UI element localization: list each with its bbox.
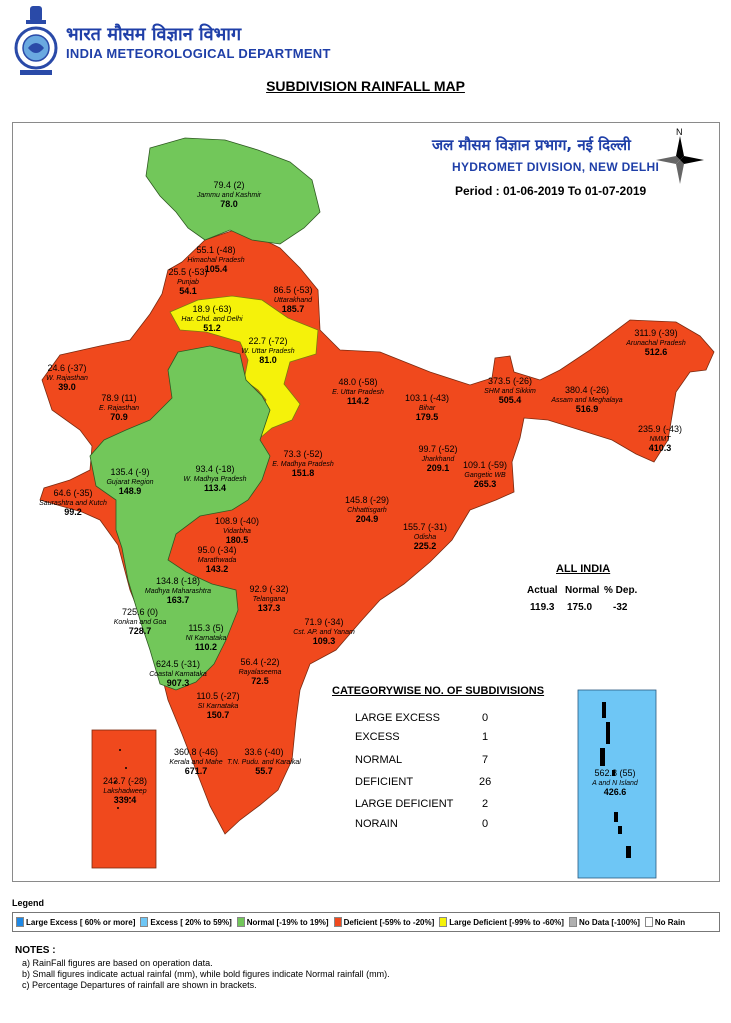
subdivision-name: Jammu and Kashmir	[196, 192, 262, 199]
subdivision-normal: 110.2	[194, 642, 218, 652]
legend-title: Legend	[12, 898, 45, 908]
subdivision-normal: 180.5	[225, 535, 249, 545]
subdivision-normal: 143.2	[205, 564, 229, 574]
subdivision-normal: 113.4	[203, 483, 227, 493]
subdivision-actual-departure: 95.0 (-34)	[197, 545, 237, 555]
subdivision-normal: 81.0	[259, 355, 277, 365]
category-row	[355, 798, 505, 812]
subdivision-actual-departure: 73.3 (-52)	[283, 449, 323, 459]
legend-label: Large Deficient [-99% to -60%]	[449, 917, 564, 927]
subdivision-actual-departure: 55.1 (-48)	[196, 245, 236, 255]
subdivision-normal: 151.8	[291, 468, 315, 478]
subdivision-name: Kerala and Mahe	[169, 759, 223, 766]
legend-swatch	[439, 917, 447, 927]
subdivision-normal: 671.7	[184, 766, 208, 776]
all-india-header-actual: Actual	[527, 585, 558, 596]
legend-swatch	[645, 917, 653, 927]
all-india-header-normal: Normal	[565, 585, 600, 596]
subdivision-actual-departure: 134.8 (-18)	[155, 576, 201, 586]
subdivision-normal: 204.9	[355, 514, 379, 524]
legend-label: No Data [-100%]	[578, 917, 640, 927]
subdivision-actual-departure: 56.4 (-22)	[240, 657, 280, 667]
subdivision-actual-departure: 235.9 (-43)	[637, 424, 683, 434]
subdivision-actual-departure: 311.9 (-39)	[634, 328, 678, 338]
subdivision-normal: 70.9	[110, 412, 128, 422]
subdivision-actual-departure: 243.7 (-28)	[102, 776, 148, 786]
legend-label: Deficient [-59% to -20%]	[343, 917, 435, 927]
category-count: 7	[481, 754, 489, 766]
subdivision-actual-departure: 108.9 (-40)	[214, 516, 260, 526]
category-row	[355, 712, 505, 726]
legend-label: Large Excess [ 60% or more]	[26, 917, 136, 927]
subdivision-normal: 426.6	[603, 787, 627, 797]
subdivision-name: SI Karnataka	[197, 703, 239, 710]
north-arrow-icon	[656, 136, 704, 184]
subdivision-actual-departure: 25.5 (-53)	[168, 267, 208, 277]
legend-label: Normal [-19% to 19%]	[246, 917, 329, 927]
subdivision-normal: 728.7	[128, 626, 152, 636]
subdivision-normal: 39.0	[58, 382, 76, 392]
subdivision-name: Vidarbha	[223, 528, 251, 535]
department-hindi-name: भारत मौसम विज्ञान विभाग	[66, 24, 242, 45]
subdivision-name: Bihar	[418, 405, 436, 412]
subdivision-actual-departure: 103.1 (-43)	[404, 393, 450, 403]
legend-swatch	[16, 917, 24, 927]
legend-swatch	[140, 917, 148, 927]
legend-item	[237, 917, 329, 927]
legend-item	[16, 917, 135, 927]
subdivision-actual-departure: 92.9 (-32)	[249, 584, 289, 594]
subdivision-name: Lakshadweep	[103, 788, 147, 795]
subdivision-name: Coastal Karnataka	[149, 671, 207, 678]
subdivision-name: E. Rajasthan	[98, 405, 140, 412]
legend-label: No Rain	[654, 917, 686, 927]
subdivision-actual-departure: 48.0 (-58)	[338, 377, 378, 387]
department-english-name: INDIA METEOROLOGICAL DEPARTMENT	[66, 46, 331, 61]
all-india-actual: 119.3	[530, 602, 555, 613]
subdivision-name: Rayalaseema	[238, 669, 282, 676]
all-india-dep: -32	[613, 602, 628, 613]
subdivision-normal: 225.2	[413, 541, 437, 551]
subdivision-name: E. Madhya Pradesh	[272, 461, 334, 468]
subdivision-normal: 163.7	[166, 595, 190, 605]
subdivision-normal: 179.5	[415, 412, 439, 422]
subdivision-name: Arunachal Pradesh	[626, 340, 686, 347]
subdivision-actual-departure: 24.6 (-37)	[47, 363, 87, 373]
subdivision-normal: 185.7	[281, 304, 305, 314]
subdivision-name: A and N Island	[592, 780, 638, 787]
category-label: DEFICIENT	[355, 776, 414, 788]
subdivision-normal: 99.2	[64, 507, 82, 517]
category-label: LARGE DEFICIENT	[355, 798, 454, 810]
subdivision-actual-departure: 135.4 (-9)	[110, 467, 150, 477]
legend-swatch	[237, 917, 245, 927]
subdivision-name: E. Uttar Pradesh	[332, 389, 384, 396]
note-item: c) Percentage Departures of rainfall are shown in brackets.	[22, 980, 257, 990]
subdivision-normal: 137.3	[257, 603, 281, 613]
map-title: SUBDIVISION RAINFALL MAP	[266, 78, 465, 94]
subdivision-normal: 72.5	[251, 676, 269, 686]
legend	[12, 912, 720, 932]
subdivision-normal: 114.2	[346, 396, 370, 406]
subdivision-name: Marathwada	[197, 557, 237, 564]
subdivision-actual-departure: 155.7 (-31)	[402, 522, 448, 532]
subdivision-normal: 512.6	[644, 347, 668, 357]
subdivision-name: W. Uttar Pradesh	[241, 348, 295, 355]
category-label: EXCESS	[355, 731, 400, 743]
subdivision-normal: 51.2	[203, 323, 221, 333]
category-row	[355, 776, 505, 790]
subdivision-normal: 55.7	[255, 766, 273, 776]
subdivision-name: Saurashtra and Kutch	[39, 500, 107, 507]
legend-swatch	[334, 917, 342, 927]
subdivision-actual-departure: 380.4 (-26)	[564, 385, 610, 395]
subdivision-normal: 105.4	[204, 264, 228, 274]
division-english-name: HYDROMET DIVISION, NEW DELHI	[452, 160, 660, 174]
subdivision-actual-departure: 86.5 (-53)	[273, 285, 313, 295]
subdivision-actual-departure: 562.8 (55)	[594, 768, 636, 778]
category-count: 0	[481, 712, 489, 724]
subdivision-actual-departure: 33.6 (-40)	[244, 747, 284, 757]
categorywise-title: CATEGORYWISE NO. OF SUBDIVISIONS	[332, 685, 545, 697]
legend-item	[334, 917, 435, 927]
subdivision-actual-departure: 93.4 (-18)	[195, 464, 235, 474]
category-label: NORMAL	[355, 754, 403, 766]
legend-label: Excess [ 20% to 59%]	[150, 917, 232, 927]
subdivision-normal: 78.0	[220, 199, 238, 209]
subdivision-name: Madhya Maharashtra	[144, 588, 212, 595]
subdivision-actual-departure: 22.7 (-72)	[248, 336, 288, 346]
subdivision-normal: 410.3	[648, 443, 672, 453]
subdivision-normal: 148.9	[118, 486, 142, 496]
subdivision-actual-departure: 115.3 (5)	[188, 623, 224, 633]
category-row	[355, 818, 505, 832]
subdivision-name: Odisha	[413, 534, 437, 541]
all-india-header-dep: % Dep.	[604, 585, 638, 596]
all-india-title: ALL INDIA	[556, 563, 611, 575]
category-count: 26	[479, 776, 492, 788]
subdivision-actual-departure: 18.9 (-63)	[192, 304, 232, 314]
subdivision-actual-departure: 71.9 (-34)	[304, 617, 344, 627]
subdivision-actual-departure: 624.5 (-31)	[155, 659, 201, 669]
category-count: 2	[481, 798, 489, 810]
subdivision-name: NI Karnataka	[185, 635, 227, 642]
subdivision-normal: 150.7	[206, 710, 230, 720]
subdivision-normal: 109.3	[312, 636, 336, 646]
subdivision-name: T.N. Pudu. and Karaikal	[227, 759, 301, 766]
category-label: NORAIN	[355, 818, 398, 830]
subdivision-name: Konkan and Goa	[113, 619, 167, 626]
all-india-normal: 175.0	[567, 602, 593, 613]
period-text: Period : 01-06-2019 To 01-07-2019	[455, 184, 647, 198]
category-row	[355, 731, 505, 745]
subdivision-normal: 907.3	[166, 678, 190, 688]
legend-item	[140, 917, 231, 927]
note-item: a) RainFall figures are based on operation data.	[22, 958, 213, 968]
division-hindi-name: जल मौसम विज्ञान प्रभाग, नई दिल्ली	[432, 136, 631, 154]
subdivision-normal: 505.4	[498, 395, 522, 405]
subdivision-name: Himachal Pradesh	[187, 257, 245, 264]
subdivision-name: NMMT	[649, 436, 671, 443]
subdivision-name: Cst. AP. and Yanam	[293, 629, 355, 636]
category-count: 1	[481, 731, 489, 743]
subdivision-name: SHM and Sikkim	[484, 388, 536, 395]
subdivision-name: Gujarat Region	[106, 479, 154, 486]
subdivision-actual-departure: 64.6 (-35)	[53, 488, 93, 498]
legend-item	[569, 917, 640, 927]
subdivision-name: W. Rajasthan	[46, 375, 88, 382]
category-row	[355, 754, 505, 768]
subdivision-name: Gangetic WB	[464, 472, 506, 479]
category-count: 0	[481, 818, 489, 830]
subdivision-actual-departure: 360.8 (-46)	[173, 747, 219, 757]
subdivision-normal: 209.1	[426, 463, 450, 473]
subdivision-normal: 265.3	[473, 479, 497, 489]
subdivision-actual-departure: 109.1 (-59)	[462, 460, 508, 470]
legend-item	[439, 917, 564, 927]
north-label: N	[676, 127, 683, 137]
subdivision-name: Telangana	[252, 596, 286, 603]
subdivision-name: Uttarakhand	[273, 297, 313, 304]
region-jammu-kashmir	[146, 138, 320, 244]
subdivision-name: Jharkhand	[421, 456, 455, 463]
subdivision-actual-departure: 145.8 (-29)	[344, 495, 390, 505]
subdivision-name: Chhattisgarh	[347, 507, 387, 514]
subdivision-normal: 54.1	[179, 286, 197, 296]
subdivision-normal: 516.9	[575, 404, 599, 414]
subdivision-actual-departure: 99.7 (-52)	[418, 444, 458, 454]
subdivision-actual-departure: 79.4 (2)	[213, 180, 245, 190]
subdivision-actual-departure: 110.5 (-27)	[196, 691, 240, 701]
legend-swatch	[569, 917, 577, 927]
subdivision-name: Assam and Meghalaya	[551, 397, 623, 404]
subdivision-actual-departure: 725.6 (0)	[121, 607, 159, 617]
legend-item	[645, 917, 685, 927]
subdivision-actual-departure: 78.9 (11)	[101, 393, 137, 403]
subdivision-name: W. Madhya Pradesh	[183, 476, 247, 483]
notes-title: NOTES :	[15, 945, 56, 956]
subdivision-name: Punjab	[177, 279, 199, 286]
category-label: LARGE EXCESS	[355, 712, 440, 724]
subdivision-normal: 339.4	[113, 795, 137, 805]
subdivision-actual-departure: 373.5 (-26)	[487, 376, 533, 386]
note-item: b) Small figures indicate actual rainfal (mm), while bold figures indicate Normal rainfall (mm).	[22, 969, 390, 979]
subdivision-name: Har. Chd. and Delhi	[181, 316, 243, 323]
